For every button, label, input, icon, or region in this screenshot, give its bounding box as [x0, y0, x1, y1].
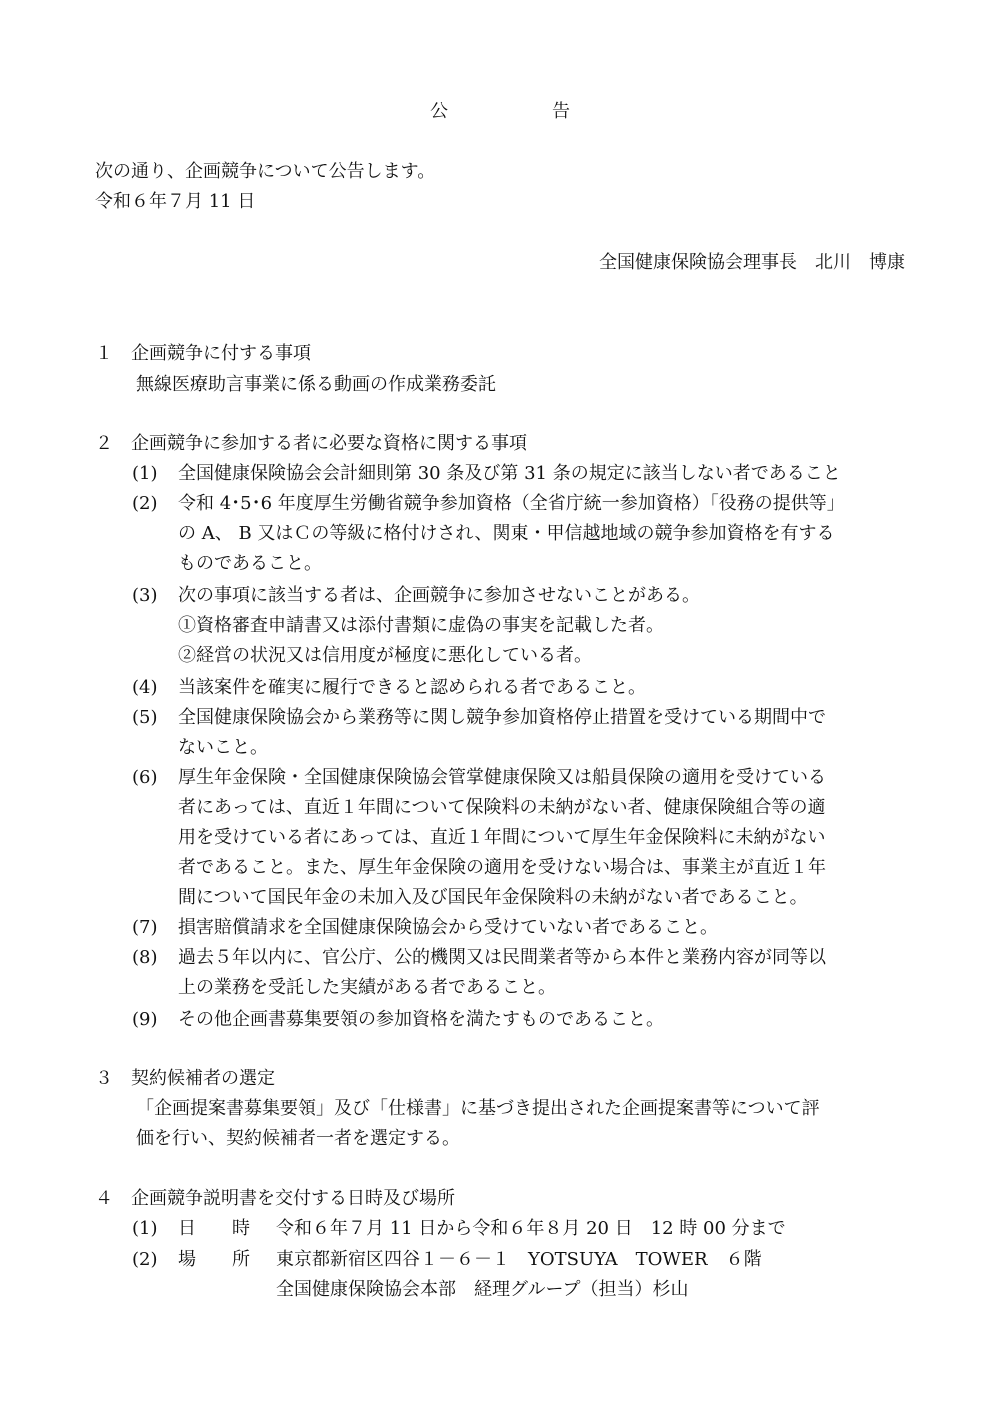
title-char-1: 公: [430, 101, 448, 122]
item-label: 場 所: [178, 1249, 250, 1270]
item-text: ②経営の状況又は信用度が極度に悪化している者。: [178, 645, 592, 666]
section-4-heading: ４ 企画競争説明書を交付する日時及び場所: [95, 1188, 455, 1209]
section-2-heading: ２ 企画競争に参加する者に必要な資格に関する事項: [95, 433, 527, 454]
intro-line: 次の通り、企画競争について公告します。: [95, 161, 436, 182]
item-value: 令和６年７月 11 日から令和６年８月 20 日 12 時 00 分まで: [276, 1218, 786, 1239]
section-3-body: 「企画提案書募集要領」及び「仕様書」に基づき提出された企画提案書等について評: [136, 1098, 820, 1119]
item-text: 全国健康保険協会会計細則第 30 条及び第 31 条の規定に該当しない者であること: [178, 463, 841, 484]
item-text: の A、 B 又はＣの等級に格付けされ、関東・甲信越地域の競争参加資格を有する: [178, 523, 835, 544]
section-3-heading: ３ 契約候補者の選定: [95, 1068, 275, 1089]
item-text: 令和 4･5･6 年度厚生労働省競争参加資格（全省庁統一参加資格）「役務の提供等」: [178, 493, 845, 514]
item-text: 次の事項に該当する者は、企画競争に参加させないことがある。: [178, 585, 700, 606]
item-text: 間について国民年金の未加入及び国民年金保険料の未納がない者であること。: [178, 887, 808, 908]
page-title: [430, 101, 570, 123]
item-text: ものであること。: [178, 553, 322, 574]
issuer: 全国健康保険協会理事長 北川 博康: [599, 252, 905, 273]
item-text: 当該案件を確実に履行できると認められる者であること。: [178, 677, 646, 698]
item-number: (4): [132, 677, 158, 698]
item-number: (1): [132, 1218, 158, 1239]
item-number: (2): [132, 493, 158, 514]
item-text: 過去５年以内に、官公庁、公的機関又は民間業者等から本件と業務内容が同等以: [178, 947, 826, 968]
item-text: 者であること。また、厚生年金保険の適用を受けない場合は、事業主が直近１年: [178, 857, 826, 878]
item-text: 上の業務を受託した実績がある者であること。: [178, 977, 556, 998]
item-number: (9): [132, 1009, 158, 1030]
item-value: 全国健康保険協会本部 経理グループ（担当）杉山: [276, 1279, 689, 1300]
item-text: その他企画書募集要領の参加資格を満たすものであること。: [178, 1009, 664, 1030]
section-1-heading: １ 企画競争に付する事項: [95, 343, 311, 364]
section-1-body: 無線医療助言事業に係る動画の作成業務委託: [136, 374, 496, 395]
item-text: 者にあっては、直近１年間について保険料の未納がない者、健康保険組合等の適: [178, 797, 826, 818]
item-number: (6): [132, 767, 158, 788]
item-text: ①資格審査申請書又は添付書類に虚偽の事実を記載した者。: [178, 615, 664, 636]
item-text: 用を受けている者にあっては、直近１年間について厚生年金保険料に未納がない: [178, 827, 826, 848]
item-number: (1): [132, 463, 158, 484]
item-text: 損害賠償請求を全国健康保険協会から受けていない者であること。: [178, 917, 718, 938]
item-number: (7): [132, 917, 158, 938]
notice-date: 令和６年７月 11 日: [95, 191, 256, 212]
item-value: 東京都新宿区四谷１－６－１ YOTSUYA TOWER ６階: [276, 1249, 762, 1270]
section-3-body: 価を行い、契約候補者一者を選定する。: [136, 1128, 460, 1149]
item-text: ないこと。: [178, 737, 268, 758]
title-char-2: 告: [552, 101, 570, 122]
item-label: 日 時: [178, 1218, 250, 1239]
item-text: 全国健康保険協会から業務等に関し競争参加資格停止措置を受けている期間中で: [178, 707, 826, 728]
item-number: (3): [132, 585, 158, 606]
item-number: (5): [132, 707, 158, 728]
item-number: (2): [132, 1249, 158, 1270]
item-text: 厚生年金保険・全国健康保険協会管掌健康保険又は船員保険の適用を受けている: [178, 767, 826, 788]
item-number: (8): [132, 947, 158, 968]
